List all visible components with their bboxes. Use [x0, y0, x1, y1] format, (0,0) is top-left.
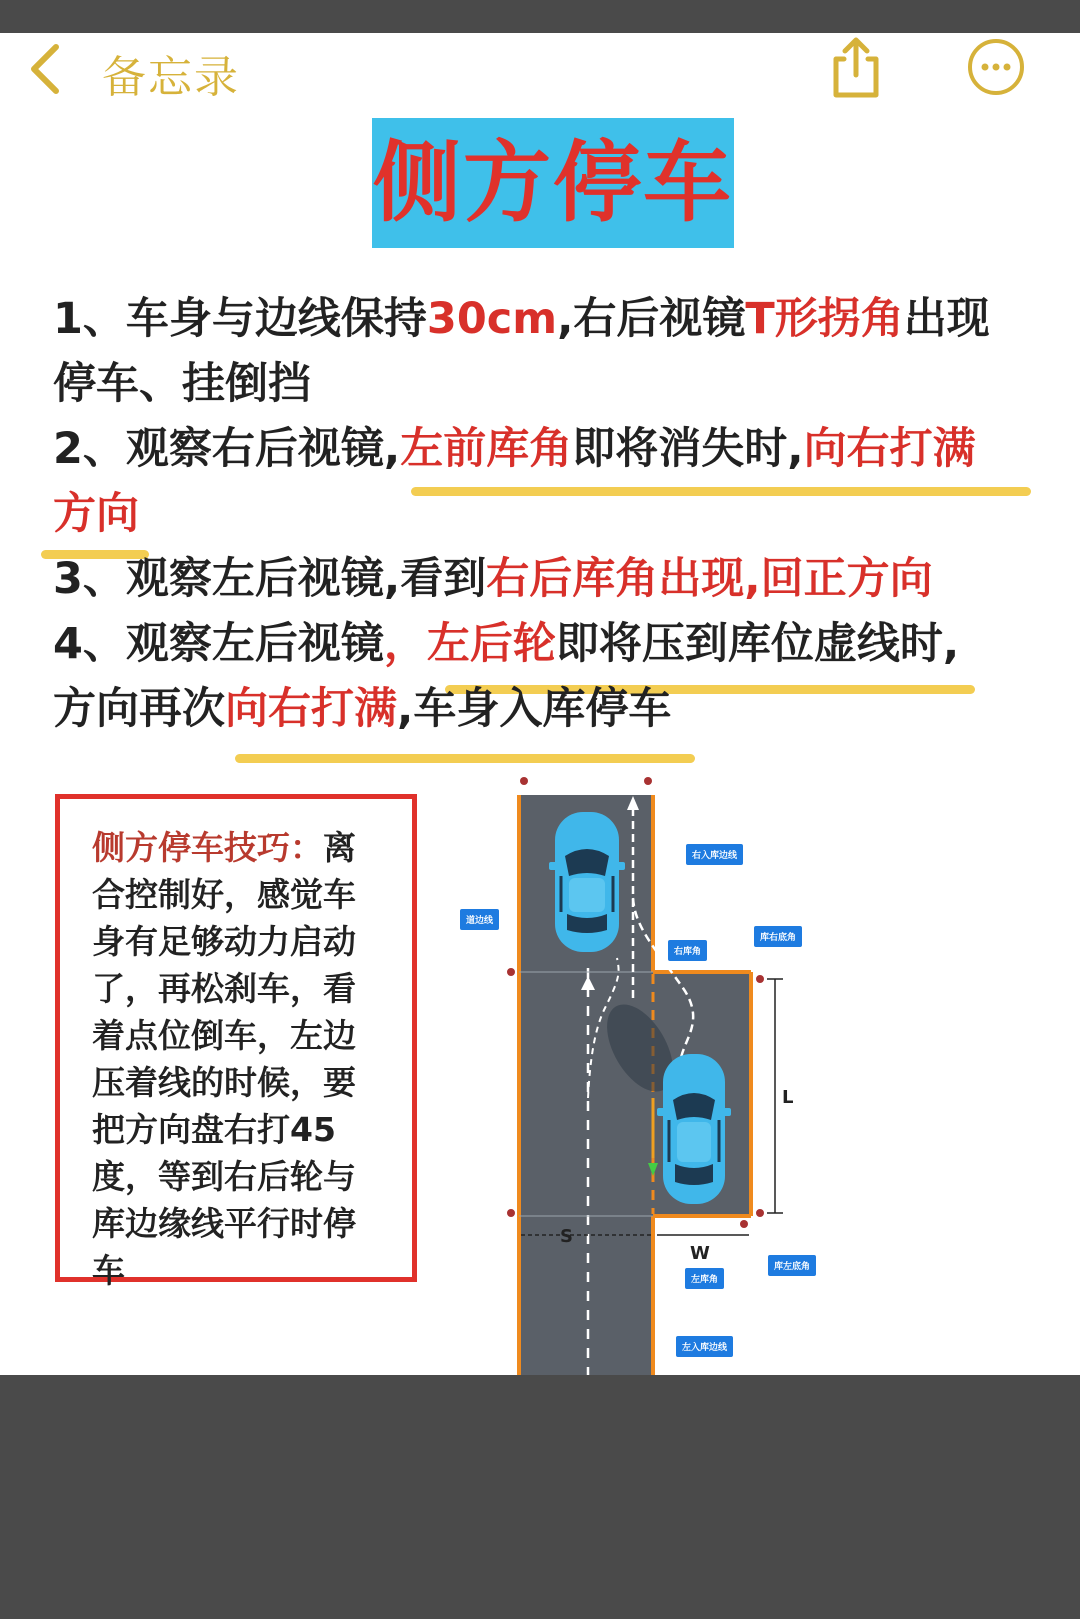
step-text: 即将压到库位虚线时, [555, 619, 960, 669]
steps-list [53, 287, 1063, 742]
step-text: ,车身入库停车 [397, 684, 672, 734]
label-right-corner: 右库角 [668, 940, 707, 961]
step-text: 2、观察右后视镜, [53, 424, 401, 474]
note-page [0, 33, 1080, 1375]
step-2-line2 [53, 482, 1063, 547]
step-text: 3、观察左后视镜,看到 [53, 554, 487, 604]
share-icon[interactable] [826, 35, 886, 101]
nav-bar [0, 33, 1080, 103]
dim-s: S [560, 1226, 573, 1247]
label-road-edge-line: 道边线 [460, 909, 499, 930]
dim-l: L [782, 1087, 794, 1108]
step-1-line2 [53, 352, 1063, 417]
step-text: 1、车身与边线保持 [53, 294, 427, 344]
car-top [549, 812, 625, 952]
highlight-text: ，左后轮 [383, 619, 556, 669]
highlight-text: T形拐角 [745, 294, 904, 344]
highlight-text: 向右打满 [225, 684, 397, 734]
highlight-text: 右后库角出现,回正方向 [486, 554, 933, 604]
step-4-line2 [53, 677, 1063, 742]
label-left-corner: 左库角 [685, 1268, 724, 1289]
step-text: 出现 [903, 294, 990, 344]
highlight-text: 向右打满 [803, 424, 976, 474]
step-text: 停车、挂倒挡 [53, 359, 311, 409]
title-banner [372, 118, 734, 248]
car-parked [657, 1054, 731, 1204]
step-text: 4、观察左后视镜 [53, 619, 384, 669]
tip-box [55, 794, 417, 1290]
bottom-overlay [0, 1375, 1080, 1619]
step-4-line1 [53, 612, 1063, 677]
step-text: 即将消失时, [572, 424, 804, 474]
parking-diagram-graphic [455, 758, 855, 1375]
more-options-icon[interactable] [966, 37, 1026, 97]
chevron-left-icon[interactable] [26, 41, 66, 97]
label-left-bottom-corner: 库左底角 [768, 1255, 816, 1276]
status-bar [0, 0, 1080, 33]
dim-w: W [690, 1243, 710, 1264]
highlight-text: 左前库角 [400, 424, 573, 474]
step-1-line1 [53, 287, 1063, 352]
highlight-text: 30cm [426, 294, 558, 344]
back-button-label[interactable]: 备忘录 [102, 52, 240, 103]
step-text: ,右后视镜 [557, 294, 746, 344]
step-3-line1 [53, 547, 1063, 612]
label-left-entry-line: 左入库边线 [676, 1336, 733, 1357]
highlight-text: 方向 [53, 489, 139, 539]
parking-diagram [455, 758, 855, 1375]
step-text: 方向再次 [53, 684, 225, 734]
step-2-line1 [53, 417, 1063, 482]
tip-text [92, 824, 372, 1294]
tip-title: 侧方停车技巧： [92, 828, 323, 867]
tip-body: 离合控制好，感觉车身有足够动力启动了，再松刹车，看着点位倒车，左边压着线的时候，要把方向盘右打45度，等到右后轮与库边缘线平行时停车 [92, 828, 356, 1290]
label-right-bottom-corner: 库右底角 [754, 926, 802, 947]
label-right-entry-line: 右入库边线 [686, 844, 743, 865]
page-title: 侧方停车 [372, 131, 733, 234]
